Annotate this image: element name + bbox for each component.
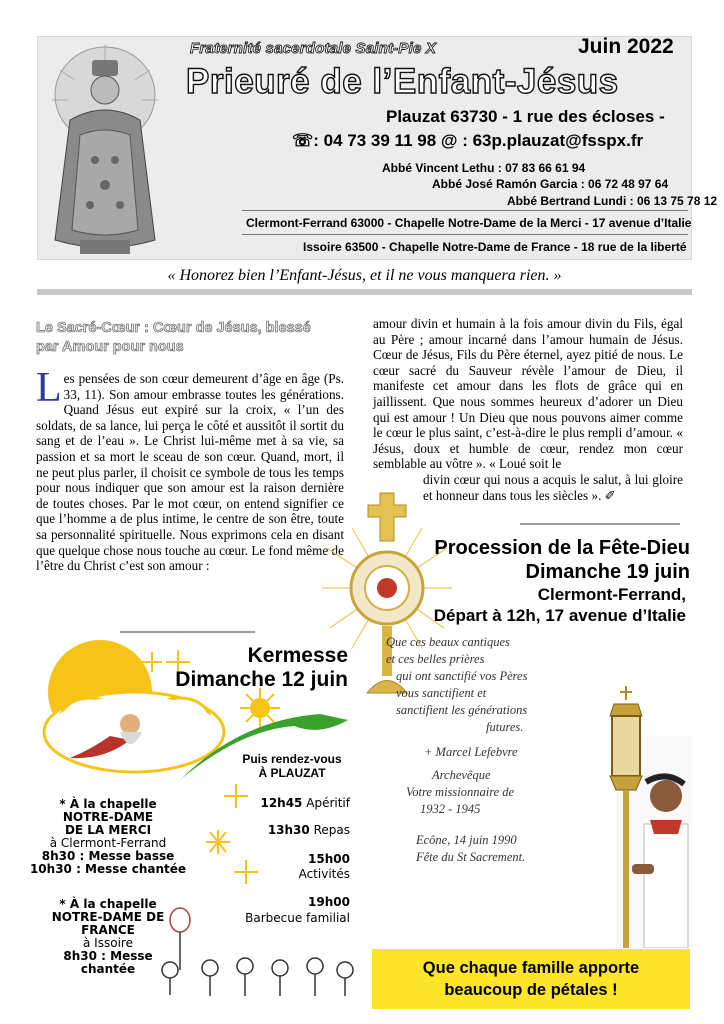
fraternite-title: Fraternité sacerdotale Saint-Pie X [190, 40, 437, 57]
abbe-contact: Abbé Bertrand Lundi : 06 13 75 78 12 [507, 194, 718, 208]
phone-icon: ☏ [292, 131, 314, 150]
abbe-contact: Abbé José Ramón Garcia : 06 72 48 97 64 [432, 177, 669, 191]
chapel-notre-dame-merci: * À la chapelle NOTRE-DAME DE LA MERCI à Clermont-Ferrand 8h30 : Messe basse 10h30 : Messe chantée [29, 797, 187, 876]
procession-date: Dimanche 19 juin [525, 561, 690, 583]
schedule-item: Activités [298, 867, 350, 881]
infant-jesus-statue-image [40, 40, 170, 258]
schedule-item: 13h30 Repas [267, 823, 350, 837]
separator [120, 631, 255, 633]
article-text-right: amour divin et humain à la fois amour divin du Fils, égal au Père ; amour incarné dans l’amour humain de Jésus. Cœur de Jésus, Fils du Père éternel, ayez pitié de nous. Le cœur sacré du Sauveur révèle l’amour de Dieu, il manifeste cet amour dans les flots de grâce qui en jaillissent. Que nous sommes heureux d’adorer un Dieu qui est amour ! Un Dieu que nous pouvons aimer comme le cœur le plus saint, c’est-à-dire le plus rempli d’amour. « Jésus, doux et humble de cœur, rendez mon cœur semblable au vôtre ». « Loué soit le [373, 316, 683, 472]
divider [242, 234, 688, 235]
kermesse-title: Kermesse [247, 644, 348, 667]
sparkle-stars-decoration [196, 780, 266, 900]
header-band [37, 289, 692, 295]
issoire-chapel-line: Issoire 63500 - Chapelle Notre-Dame de France - 18 rue de la liberté [303, 240, 687, 254]
procession-title: Procession de la Fête-Dieu [434, 537, 690, 559]
article-left-column [36, 365, 344, 574]
contact-line [292, 131, 643, 151]
chapel-notre-dame-france: * À la chapelle NOTRE-DAME DE FRANCE à Issoire 8h30 : Messe chantée [51, 897, 165, 976]
plauzat-label: À PLAUZAT [258, 766, 326, 780]
procession-departure: Départ à 12h, 17 avenue d’Italie [433, 606, 686, 625]
abbe-contact: Abbé Vincent Lethu : 07 83 66 61 94 [382, 161, 586, 175]
clermont-chapel-line: Clermont-Ferrand 63000 - Chapelle Notre-Dame de la Merci - 17 avenue d’Italie [246, 216, 692, 230]
prieure-title: Prieuré de l’Enfant-Jésus [186, 62, 619, 101]
email-address[interactable]: @ : 63p.plauzat@fsspx.fr [440, 131, 644, 150]
divider [242, 210, 688, 211]
issue-month: Juin 2022 [578, 35, 674, 58]
address-line: Plauzat 63730 - 1 rue des écloses - [386, 107, 665, 126]
petals-line-1: Que chaque famille apporte [422, 959, 640, 977]
plauzat-rendezvous [232, 752, 352, 780]
kermesse-block [150, 644, 348, 692]
phone-number[interactable]: : 04 73 39 11 98 [313, 131, 437, 150]
children-drawing [150, 900, 360, 1010]
rendezvous-label: Puis rendez-vous [242, 752, 342, 766]
article-title: Le Sacré-Cœur : Cœur de Jésus, blessé par Amour pour nous [36, 320, 311, 355]
handwritten-note: Que ces beaux cantiques et ces belles prières qui ont sanctifié vos Pères vous sanctifient et sanctifient les générations futures. + Marcel Lefebvre Archevêque Votre missionnaire de 1932 - 1945 Ecône, 14 juin 1990 Fête du St Sacrement. [386, 635, 528, 864]
article-text-end: divin cœur qui nous a acquis le salut, à lui gloire et honneur dans tous les siècles ». [423, 471, 683, 503]
kermesse-date: Dimanche 12 juin [175, 668, 348, 691]
schedule-item: 15h00 [308, 852, 350, 866]
altar-boy-lantern-photo [596, 686, 692, 948]
schedule-item: 12h45 Apéritif [260, 796, 350, 810]
petals-line-2: beaucoup de pétales ! [444, 981, 618, 999]
schedule-item: Barbecue familial [245, 911, 350, 925]
separator [520, 523, 680, 525]
schedule-item: 19h00 [308, 895, 350, 909]
end-sign-icon: ✐ [604, 487, 616, 503]
petals-callout [372, 949, 690, 1009]
motto: « Honorez bien l’Enfant-Jésus, et il ne vous manquera rien. » [167, 267, 562, 284]
procession-city: Clermont-Ferrand, [537, 585, 686, 604]
drop-cap: L [36, 365, 62, 411]
article-text-left: es pensées de son cœur demeurent d’âge en âge (Ps. 33, 11). Son amour embrasse toutes les générations. Quand Jésus eut expiré sur la croix, « l’un des soldats, de sa lance, lui perça le côté et aussitôt il sortit du sang et de l’eau ». Le Christ lui-même met à sa vie, sa passion et sa mort le sceau de son cœur. Quand, mort, il ne peut plus parler, il choisit ce symbole de tous les temps pour nous indiquer que son amour est la raison dernière de toutes choses. Par le mot cœur, on entend signifier ce que l’homme a de plus intime, le centre de son être, toute sa personnalité spirituelle. Nous exprimons cela en disant que quelque chose nous touche au cœur. Le fond même de l’être du Christ c’est son amour : [36, 371, 344, 574]
article-right-column [373, 316, 683, 503]
